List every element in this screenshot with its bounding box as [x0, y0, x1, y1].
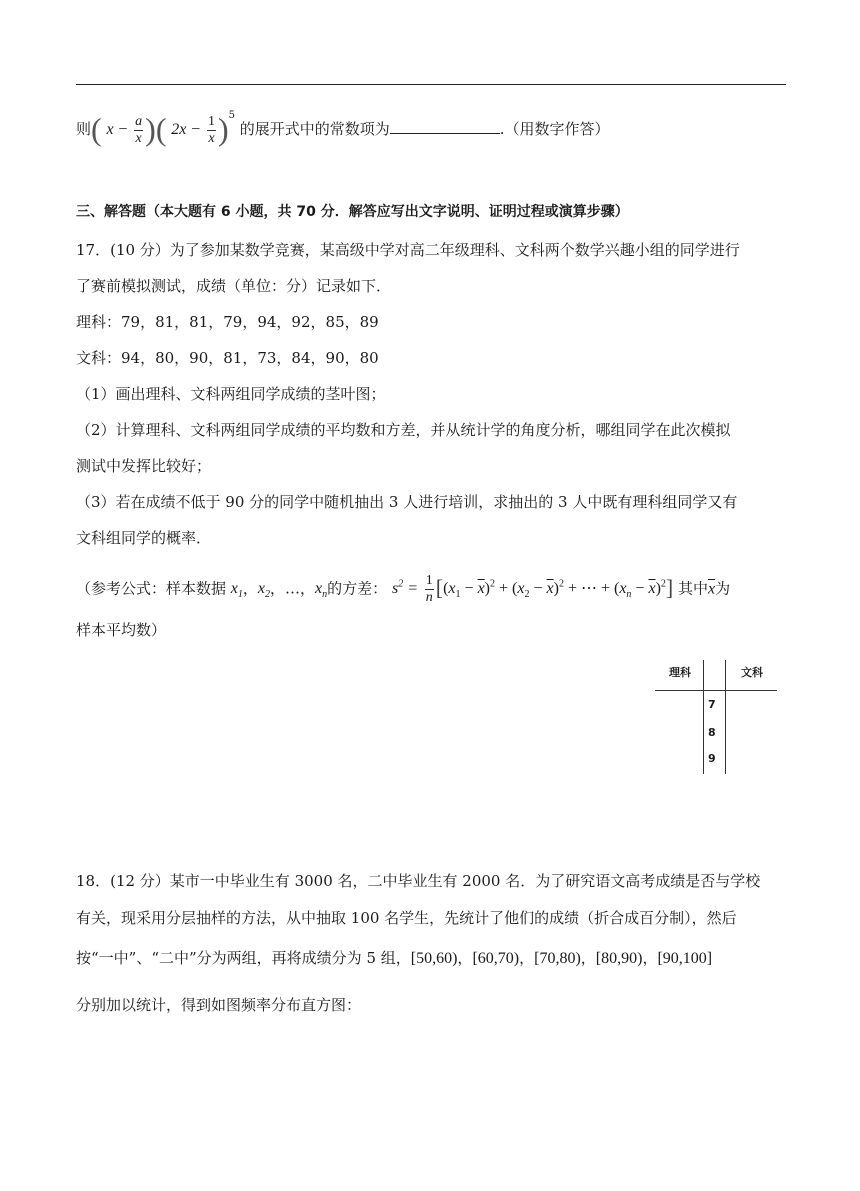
- answer-blank[interactable]: [390, 119, 500, 134]
- q17-reference-line2: 样本平均数）: [76, 621, 167, 639]
- interval-3: [70,80): [534, 950, 581, 967]
- x2: $x_2$: [257, 580, 271, 601]
- q17-line2: 了赛前模拟测试，成绩（单位：分）记录如下．: [76, 277, 392, 295]
- q16-end: .（用数字作答）: [499, 120, 610, 138]
- variance-sum: $(x_1 - \overline{x})^2 + (x_2 - \overline{x})^2$ + ⋯ + $(x_n - \overline{x})^2$: [443, 579, 666, 601]
- frac-den-x-2: x: [208, 130, 215, 146]
- header-rule: [76, 84, 786, 85]
- q17-part3b: 文科组同学的概率．: [76, 529, 212, 547]
- interval-4: [80,90): [595, 950, 643, 967]
- term-2x: 2x: [171, 121, 187, 138]
- ref-suffix: 其中: [678, 579, 709, 598]
- stem-8: 8: [708, 726, 716, 739]
- q17-part2b: 测试中发挥比较好；: [76, 457, 212, 475]
- q18-line3: 按“一中”、“二中”分为两组，再将成绩分为 5 组，[50,60)，[60,70)，[70,80)，[80,90)，[90,100]: [76, 949, 713, 967]
- fraction-1-over-x: [207, 114, 216, 147]
- q18-line1: 18．(12 分）某市一中毕业生有 3000 名，二中毕业生有 2000 名．为了研究语文高考成绩是否与学校: [76, 872, 761, 890]
- ref-end: 为: [715, 579, 731, 598]
- exponent-5: 5: [228, 110, 235, 121]
- stem-leaf-table: [655, 660, 780, 775]
- q16-prefix: 则: [76, 120, 92, 138]
- var-x: x: [106, 121, 114, 138]
- ref-prefix: （参考公式：样本数据: [76, 579, 227, 598]
- fraction-1-over-n: $\frac{1}{n}$: [425, 572, 433, 605]
- fraction-a-over-x: [134, 114, 143, 147]
- ref-var-label: 的方差：: [327, 579, 388, 598]
- minus-sign: −: [118, 121, 128, 138]
- stem-leaf-right-divider: [725, 660, 726, 774]
- q16-tail-line: 则( x − $\frac{a}{x}$ )( 2x − $\frac{1}{x}$ )$^5$ 的展开式中的常数项为 .（用数字作答）: [76, 110, 610, 147]
- x-bar: $\overline{x}$: [708, 580, 716, 598]
- q17-part3a: （3）若在成绩不低于 90 分的同学中随机抽出 3 人进行培训，求抽出的 3 人中既有理科组同学又有: [76, 493, 738, 511]
- s-squared: $s^2$ =: [391, 579, 418, 598]
- section-3-heading: 三、解答题（本大题有 6 小题，共 70 分．解答应写出文字说明、证明过程或演算步骤）: [76, 204, 629, 220]
- q17-line1: 17．(10 分）为了参加某数学竞赛，某高级中学对高二年级理科、文科两个数学兴趣小组的同学进行: [76, 241, 740, 259]
- interval-2: [60,70): [472, 950, 520, 967]
- stem-leaf-header-arts: 文科: [741, 666, 763, 679]
- q17-reference-formula: （参考公式：样本数据 $x_1$，$x_2$，…，$x_n$的方差： $s^2$ = $\frac{1}{n}$ [$(x_1 - \overline{x})^2 + (x_2 - \overline{x})^2$ + ⋯ + $(x_n - \overline{x})^2$] 其中$\overline{x}$为: [76, 572, 731, 605]
- stem-9: 9: [708, 752, 716, 765]
- q18-line4: 分别加以统计，得到如图频率分布直方图：: [76, 996, 362, 1014]
- q17-arts-scores: 文科：94，80，90，81，73，84，90，80: [76, 349, 379, 367]
- q17-part1: （1）画出理科、文科两组同学成绩的茎叶图；: [76, 385, 386, 403]
- frac-num-1: 1: [207, 113, 215, 129]
- stem-leaf-left-divider: [703, 660, 704, 774]
- frac-num-a: a: [135, 113, 143, 129]
- interval-1: [50,60): [410, 950, 458, 967]
- minus-sign-2: −: [191, 121, 201, 138]
- x1: $x_1$: [230, 580, 243, 601]
- stem-leaf-header-science: 理科: [669, 666, 691, 679]
- frac-den-x: x: [135, 130, 142, 146]
- q16-suffix: 的展开式中的常数项为: [239, 120, 390, 138]
- q18-line2: 有关，现采用分层抽样的方法，从中抽取 100 名学生，先统计了他们的成绩（折合成百分制），然后: [76, 909, 737, 927]
- q17-part2a: （2）计算理科、文科两组同学成绩的平均数和方差，并从统计学的角度分析，哪组同学在此次模拟: [76, 421, 731, 439]
- stem-leaf-header-rule: [655, 690, 777, 691]
- interval-5: [90,100]: [657, 950, 713, 967]
- q17-science-scores: 理科：79，81，81，79，94，92，85，89: [76, 313, 379, 331]
- q18-line3-prefix: 按“一中”、“二中”分为两组，再将成绩分为 5 组，: [76, 949, 411, 967]
- xn: $x_n$: [315, 580, 328, 601]
- stem-7: 7: [708, 698, 716, 711]
